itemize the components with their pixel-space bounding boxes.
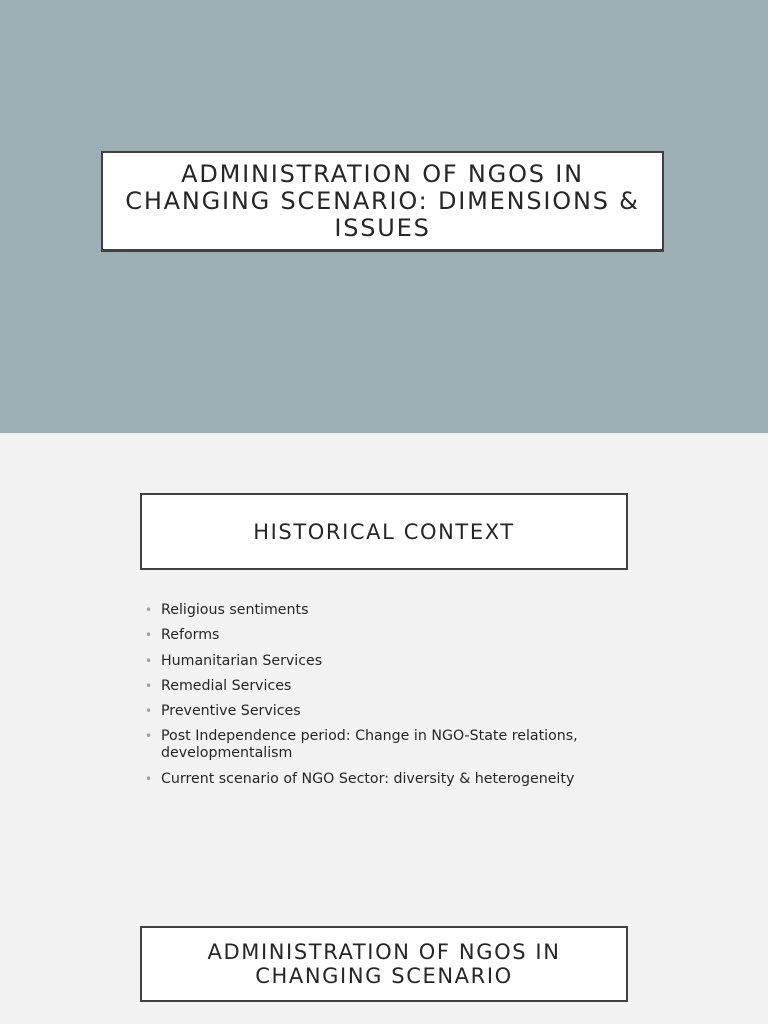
list-item [145, 627, 615, 644]
bullet-icon: • [145, 628, 153, 643]
list-item [145, 602, 615, 619]
list-item [145, 771, 615, 788]
next-slide-heading-box [140, 926, 628, 1002]
list-item-text: Humanitarian Services [161, 652, 323, 669]
list-item-text: Post Independence period: Change in NGO-State relations, developmentalism [161, 728, 578, 762]
list-item-text: Remedial Services [161, 677, 292, 694]
list-item-text: Preventive Services [161, 703, 301, 720]
bullet-icon: • [145, 729, 153, 744]
slide-title: ADMINISTRATION OF NGOS IN CHANGING SCENARIO: DIMENSIONS & ISSUES [125, 159, 640, 242]
list-item-text: Religious sentiments [161, 602, 309, 618]
next-slide-heading: ADMINISTRATION OF NGOS IN CHANGING SCENARIO [207, 940, 561, 988]
bullet-icon: • [145, 653, 153, 668]
bullet-icon: • [145, 771, 153, 786]
list-item-text: Reforms [161, 627, 220, 644]
bullet-icon: • [145, 678, 153, 693]
list-item-text: Current scenario of NGO Sector: diversity & heterogeneity [161, 770, 575, 787]
list-item [145, 728, 615, 762]
bullet-icon: • [145, 603, 153, 617]
section-heading: HISTORICAL CONTEXT [253, 519, 515, 544]
list-item [145, 703, 615, 720]
title-box [101, 151, 664, 252]
section-heading-box [140, 493, 628, 570]
list-item [145, 678, 615, 695]
bullet-list [145, 602, 615, 796]
list-item [145, 653, 615, 670]
bullet-icon: • [145, 704, 153, 719]
